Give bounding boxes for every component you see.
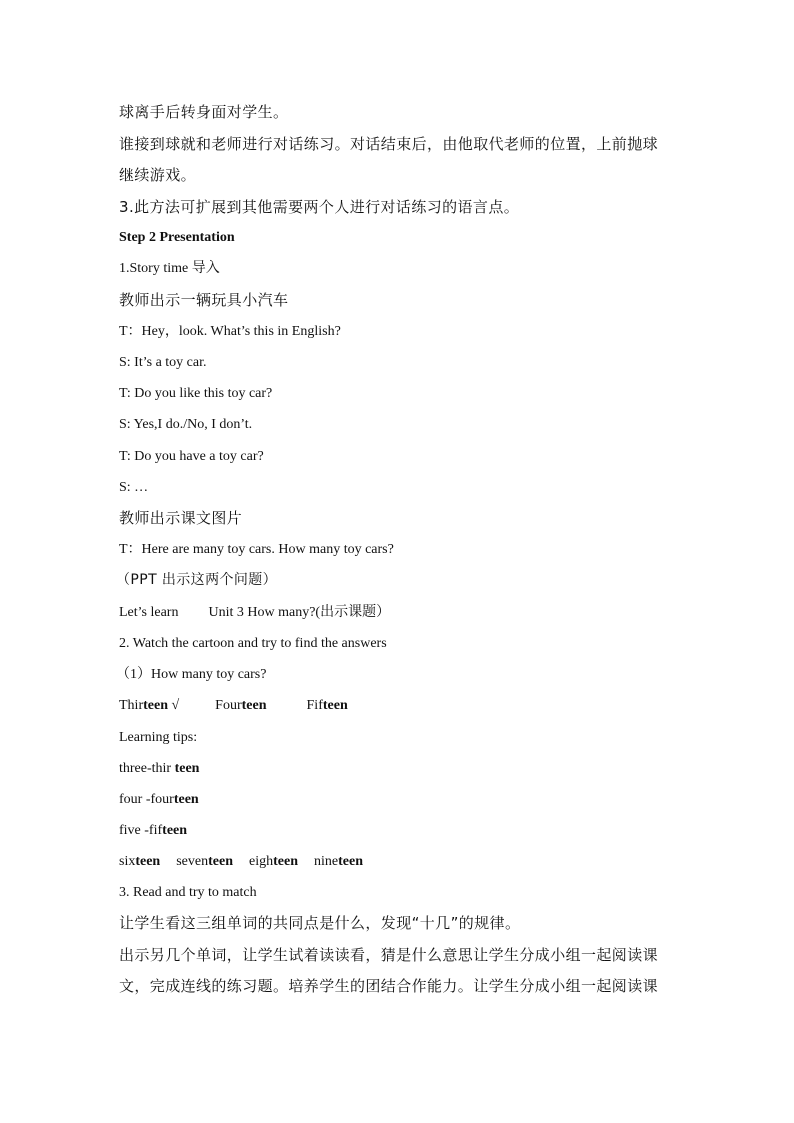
word-suffix: teen: [174, 761, 200, 776]
dialogue-line: S: …: [119, 480, 149, 495]
lesson-title-line: [119, 604, 390, 622]
paragraph-line: 球离手后转身面对学生。: [119, 103, 289, 121]
word-suffix: teen: [173, 792, 199, 807]
tip-line: [119, 822, 187, 840]
word-root: eigh: [249, 854, 274, 869]
lesson-label: Let’s learn: [119, 605, 179, 620]
dialogue-line: T: Do you like this toy car?: [119, 386, 273, 401]
word-root: four -four: [119, 792, 174, 807]
word-suffix: teen: [241, 698, 267, 713]
paragraph-line: Learning tips:: [119, 730, 198, 745]
word-suffix: teen: [208, 854, 234, 869]
paragraph-line: 3.此方法可扩展到其他需要两个人进行对话练习的语言点。: [119, 198, 520, 216]
paragraph-line: 3. Read and try to match: [119, 885, 257, 900]
dialogue-line: T: Do you have a toy car?: [119, 449, 264, 464]
word-root: Fif: [306, 698, 323, 713]
word-root: Four: [215, 698, 242, 713]
word-suffix: teen √: [143, 698, 180, 713]
word-suffix: teen: [338, 854, 364, 869]
tip-line: [119, 853, 363, 871]
tip-line: [119, 791, 199, 809]
dialogue-line: S: It’s a toy car.: [119, 355, 207, 370]
unit-title: Unit 3 How many?(出示课题）: [208, 605, 391, 620]
word-suffix: teen: [273, 854, 299, 869]
word-root: seven: [176, 854, 209, 869]
paragraph-line: 教师出示一辆玩具小汽车: [119, 291, 289, 309]
word-suffix: teen: [322, 698, 348, 713]
word-root: Thir: [119, 698, 144, 713]
paragraph-line: 谁接到球就和老师进行对话练习。对话结束后，由他取代老师的位置，上前抛球: [119, 135, 659, 153]
section-heading: Step 2 Presentation: [119, 230, 235, 245]
paragraph-line: 1.Story time 导入: [119, 261, 220, 276]
answer-options: [119, 697, 348, 715]
word-root: six: [119, 854, 136, 869]
dialogue-line: T：Here are many toy cars. How many toy cars?: [119, 542, 394, 557]
paragraph-line: 让学生看这三组单词的共同点是什么，发现“十几”的规律。: [119, 914, 521, 932]
word-root: nine: [314, 854, 339, 869]
word-root: five -fif: [119, 823, 163, 838]
word-suffix: teen: [162, 823, 188, 838]
paragraph-line: （PPT 出示这两个问题）: [116, 572, 278, 588]
paragraph-line: 教师出示课文图片: [119, 509, 243, 527]
dialogue-line: S: Yes,I do./No, I don’t.: [119, 417, 253, 432]
word-root: three-thir: [119, 761, 175, 776]
paragraph-line: 2. Watch the cartoon and try to find the answers: [119, 636, 387, 651]
paragraph-line: 继续游戏。: [119, 166, 197, 184]
paragraph-line: 出示另几个单词，让学生试着读读看，猜是什么意思让学生分成小组一起阅读课: [119, 946, 659, 964]
word-suffix: teen: [135, 854, 161, 869]
paragraph-line: 文，完成连线的练习题。培养学生的团结合作能力。让学生分成小组一起阅读课: [119, 977, 659, 995]
question-line: （1）How many toy cars?: [116, 667, 267, 682]
tip-line: [119, 760, 199, 778]
dialogue-line: T：Hey，look. What’s this in English?: [119, 324, 341, 339]
